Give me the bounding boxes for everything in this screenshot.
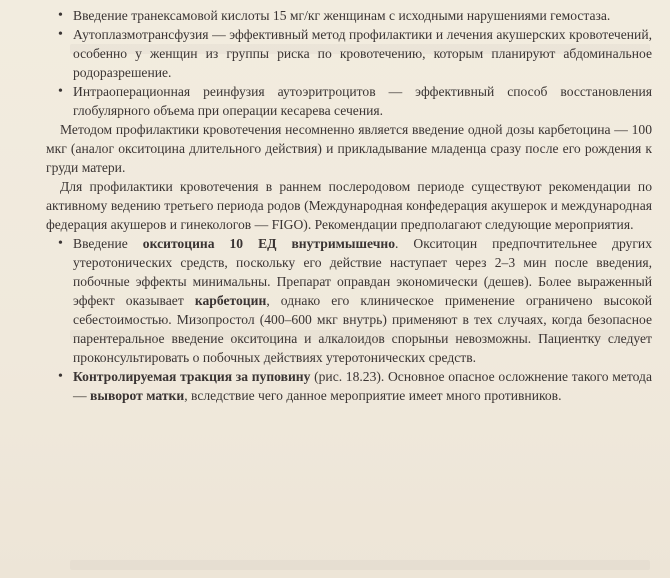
bold-text: Контролируемая тракция за пуповину — [73, 369, 311, 384]
bullet-icon: • — [58, 84, 63, 99]
bullet-icon: • — [58, 369, 63, 384]
bullet-item — [58, 234, 652, 367]
text-run: Для профилактики кровотечения в раннем послеродовом периоде существуют рекомендации по активному ведению третьего периода родов (Международная конфедерация акушерок и международная федерация акушеров и гинекологов — FIGO). Рекомендации предполагают следующие мероприятия. — [46, 179, 652, 232]
paragraph — [46, 120, 652, 177]
bullet-item — [58, 6, 652, 25]
text-run: (рис. 18.23). Основное опасное осложнение такого метода — — [73, 369, 652, 403]
text-run: , вследствие чего данное мероприятие имеет много противников. — [184, 388, 562, 403]
text-run: Введение транексамовой кислоты 15 мг/кг женщинам с исходными нарушениями гемостаза. — [73, 8, 611, 23]
bullet-item — [58, 82, 652, 120]
bullet-icon: • — [58, 27, 63, 42]
page-text — [46, 6, 652, 405]
bullet-icon: • — [58, 236, 63, 251]
paragraph — [46, 177, 652, 234]
text-run: , однако его клиническое применение ограничено высокой себестоимостью. Мизопростол (400–600 мкг внутрь) применяют в тех случаях, когда безопасное парентеральное введение окситоцина и алкалоидов спорыньи невозможны. Пациентку следует проконсультировать о побочных действиях утеротонических средств. — [73, 293, 653, 365]
bullet-item — [58, 367, 652, 405]
show-through — [70, 560, 650, 570]
text-run: Введение — [73, 236, 143, 251]
text-run: Интраоперационная реинфузия аутоэритроцитов — эффективный способ восстановления глобулярного объема при операции кесарева сечения. — [73, 84, 652, 118]
text-run: Методом профилактики кровотечения несомненно является введение одной дозы карбетоцина — 100 мкг (аналог окситоцина длительного действия) и прикладывание младенца сразу после его рождения к груди матери. — [46, 122, 652, 175]
bullet-item — [58, 25, 652, 82]
text-run: . Окситоцин предпочтительнее других утеротонических средств, поскольку его действие наступает через 2–3 мин после введения, побочные эффекты минимальны. Препарат оправдан экономически (дешев). Более выраженный эффект оказывает — [73, 236, 653, 308]
text-run: Аутоплазмотрансфузия — эффективный метод профилактики и лечения акушерских кровотечений, особенно у женщин из группы риска по кровотечению, которым планируют абдоминальное родоразрешение. — [73, 27, 652, 80]
bold-text: выворот матки — [90, 388, 185, 403]
bullet-icon: • — [58, 8, 63, 23]
bold-text: окситоцина 10 ЕД внутримышечно — [142, 236, 396, 251]
bold-text: карбетоцин — [194, 293, 267, 308]
